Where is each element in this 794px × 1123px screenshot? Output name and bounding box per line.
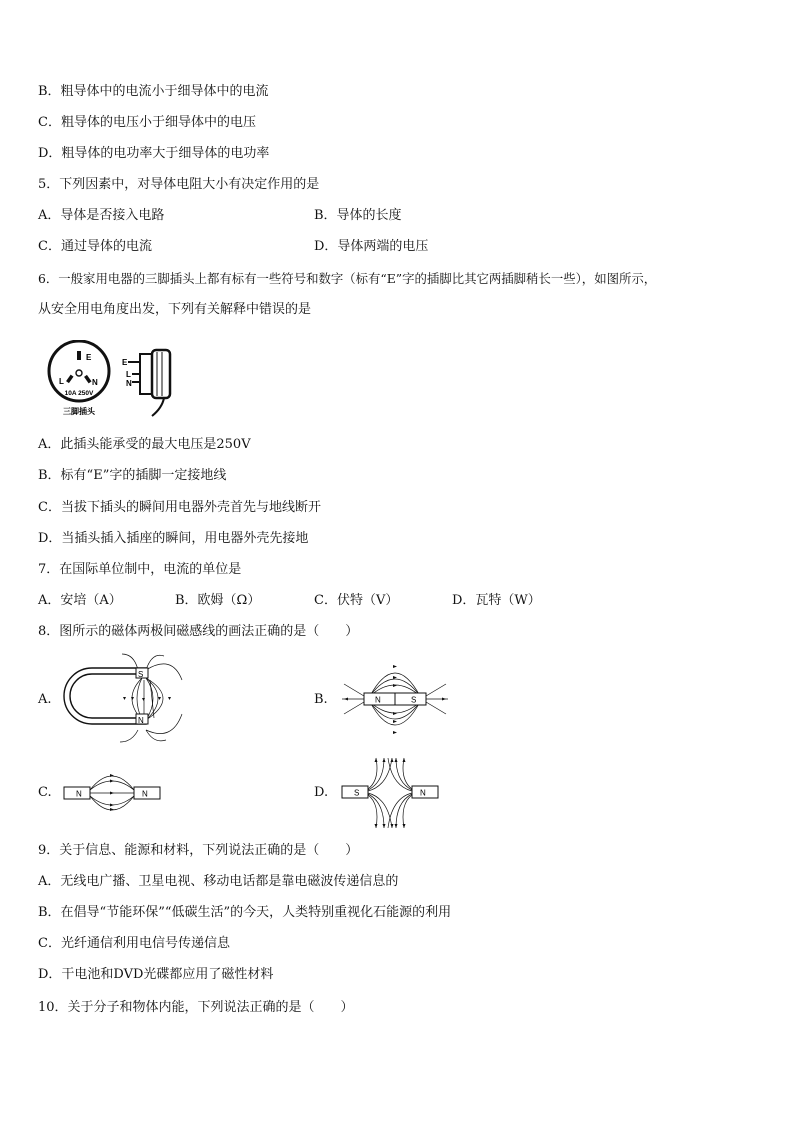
q5-option-a: A．导体是否接入电路	[38, 208, 165, 223]
q7-option-c: C．伏特（V）	[314, 593, 399, 608]
fig-b-left-pole: N	[375, 695, 381, 705]
opposite-poles-magnets-figure	[340, 756, 440, 830]
q6-stem-line2: 从安全用电角度出发，下列有关解释中错误的是	[38, 302, 312, 317]
q6-stem-line1: 6．一般家用电器的三脚插头上都有标有一些符号和数字（标有“E”字的插脚比其它两插脚稍长一些），如图所示，	[38, 271, 657, 286]
q8-option-c-label: C.	[38, 785, 52, 800]
plug-side-l-label: L	[126, 370, 131, 379]
fig-c-left-pole: N	[76, 789, 82, 799]
q8-option-d-label: D.	[314, 785, 329, 800]
plug-face-e-label: E	[86, 353, 92, 362]
q6-option-a: A．此插头能承受的最大电压是250V	[38, 437, 251, 452]
q9-option-d: D．干电池和DVD光碟都应用了磁性材料	[38, 967, 274, 982]
q5-option-b: B．导体的长度	[314, 208, 402, 223]
q10-stem: 10．关于分子和物体内能，下列说法正确的是（ ）	[38, 1000, 354, 1015]
q5-stem: 5．下列因素中，对导体电阻大小有决定作用的是	[38, 177, 320, 192]
q4-option-d: D．粗导体的电功率大于细导体的电功率	[38, 146, 270, 161]
bar-magnet-figure	[340, 656, 450, 740]
q7-option-d: D．瓦特（W）	[452, 593, 541, 608]
plug-side-e-label: E	[122, 358, 128, 367]
fig-a-bottom-pole: N	[138, 716, 144, 725]
q9-option-a: A．无线电广播、卫星电视、移动电话都是靠电磁波传递信息的	[38, 874, 399, 889]
q7-option-b: B．欧姆（Ω）	[175, 593, 261, 608]
horseshoe-magnet-figure	[62, 650, 186, 744]
q4-option-b: B．粗导体中的电流小于细导体中的电流	[38, 84, 269, 99]
q5-option-d: D．导体两端的电压	[314, 239, 429, 254]
plug-face-l-label: L	[59, 377, 64, 386]
q7-option-a: A．安培（A）	[38, 593, 122, 608]
fig-b-right-pole: S	[411, 695, 417, 705]
fig-a-top-pole: S	[138, 670, 144, 679]
fig-d-right-pole: N	[420, 788, 426, 798]
plug-face-n-label: N	[92, 378, 98, 387]
q4-option-c: C．粗导体的电压小于细导体中的电压	[38, 115, 256, 130]
q6-option-c: C．当拔下插头的瞬间用电器外壳首先与地线断开	[38, 500, 321, 515]
q8-option-a-label: A.	[38, 692, 52, 707]
plug-side-n-label: N	[126, 379, 132, 388]
like-poles-magnets-figure	[62, 764, 162, 822]
fig-c-right-pole: N	[142, 789, 148, 799]
q9-option-c: C．光纤通信利用电信号传递信息	[38, 936, 230, 951]
three-pin-plug-figure	[44, 340, 184, 422]
q9-stem: 9．关于信息、能源和材料，下列说法正确的是（ ）	[38, 843, 359, 858]
q8-stem: 8．图所示的磁体两极间磁感线的画法正确的是（ ）	[38, 624, 359, 639]
q6-option-b: B．标有“E”字的插脚一定接地线	[38, 468, 227, 483]
plug-rating-label: 10A 250V	[64, 390, 94, 397]
fig-d-left-pole: S	[354, 788, 360, 798]
q8-option-b-label: B.	[314, 692, 328, 707]
q5-option-c: C．通过导体的电流	[38, 239, 152, 254]
q9-option-b: B．在倡导“节能环保”“低碳生活”的今天，人类特别重视化石能源的利用	[38, 905, 452, 920]
q7-stem: 7．在国际单位制中，电流的单位是	[38, 562, 242, 577]
plug-caption: 三脚插头	[63, 407, 95, 416]
q6-option-d: D．当插头插入插座的瞬间，用电器外壳先接地	[38, 531, 309, 546]
